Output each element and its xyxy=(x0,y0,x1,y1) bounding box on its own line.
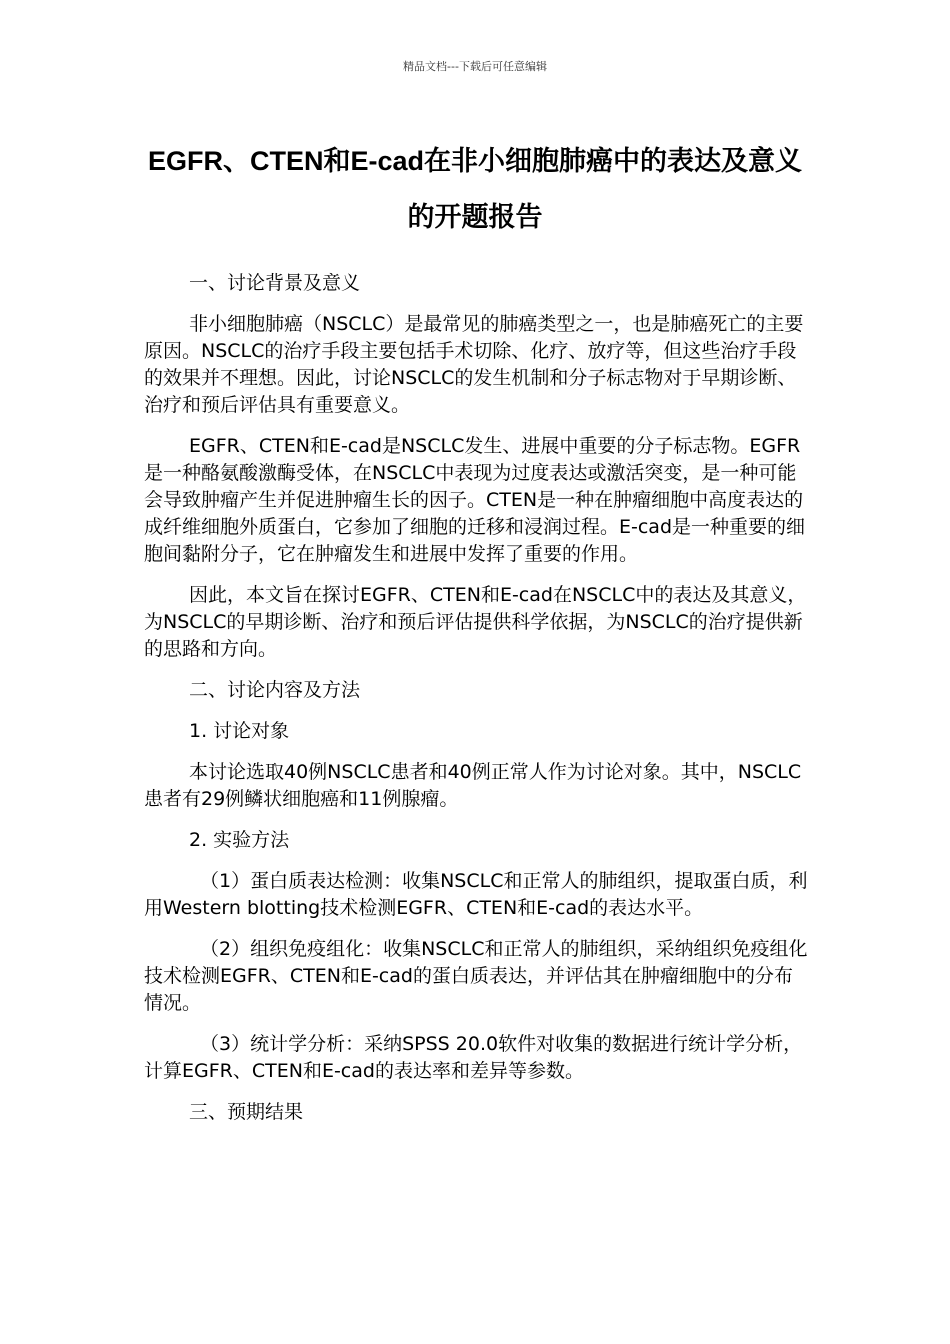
method-item-3: （3）统计学分析：采纳SPSS 20.0软件对收集的数据进行统计学分析，计算EGFR、CTEN和E-cad的表达率和差异等参数。 xyxy=(144,1033,803,1082)
section-1-heading: 一、讨论背景及意义 xyxy=(189,272,361,294)
section-2-subheading-1: 1. 讨论对象 xyxy=(189,720,290,742)
section-2-paragraph-1: 本讨论选取40例NSCLC患者和40例正常人作为讨论对象。其中，NSCLC患者有29例鳞状细胞癌和11例腺瘤。 xyxy=(144,761,802,810)
method-item-2: （2）组织免疫组化：收集NSCLC和正常人的肺组织，采纳组织免疫组化技术检测EGFR、CTEN和E-cad的蛋白质表达，并评估其在肿瘤细胞中的分布情况。 xyxy=(144,938,808,1014)
method-item-1: （1）蛋白质表达检测：收集NSCLC和正常人的肺组织，提取蛋白质，利用Western blotting技术检测EGFR、CTEN和E-cad的表达水平。 xyxy=(144,870,808,919)
section-3-heading: 三、预期结果 xyxy=(189,1101,304,1123)
section-1-paragraph-3: 因此，本文旨在探讨EGFR、CTEN和E-cad在NSCLC中的表达及其意义，为NSCLC的早期诊断、治疗和预后评估提供科学依据，为NSCLC的治疗提供新的思路和方向。 xyxy=(144,584,807,660)
document-title: EGFR、CTEN和E-cad在非小细胞肺癌中的表达及意义的开题报告 xyxy=(147,146,803,232)
document-body xyxy=(144,270,808,1140)
section-2-heading: 二、讨论内容及方法 xyxy=(189,679,361,701)
header-note: 精品文档---下载后可任意编辑 xyxy=(403,60,547,73)
section-1-paragraph-1: 非小细胞肺癌（NSCLC）是最常见的肺癌类型之一，也是肺癌死亡的主要原因。NSCLC的治疗手段主要包括手术切除、化疗、放疗等，但这些治疗手段的效果并不理想。因此，讨论NSCLC的发生机制和分子标志物对于早期诊断、治疗和预后评估具有重要意义。 xyxy=(144,313,804,416)
section-1-paragraph-2: EGFR、CTEN和E-cad是NSCLC发生、进展中重要的分子标志物。EGFR是一种酪氨酸激酶受体，在NSCLC中表现为过度表达或激活突变，是一种可能会导致肿瘤产生并促进肿瘤生长的因子。CTEN是一种在肿瘤细胞中高度表达的成纤维细胞外质蛋白，它参加了细胞的迁移和浸润过程。E-cad是一种重要的细胞间黏附分子，它在肿瘤发生和进展中发挥了重要的作用。 xyxy=(144,435,806,565)
section-2-subheading-2: 2. 实验方法 xyxy=(189,829,290,851)
